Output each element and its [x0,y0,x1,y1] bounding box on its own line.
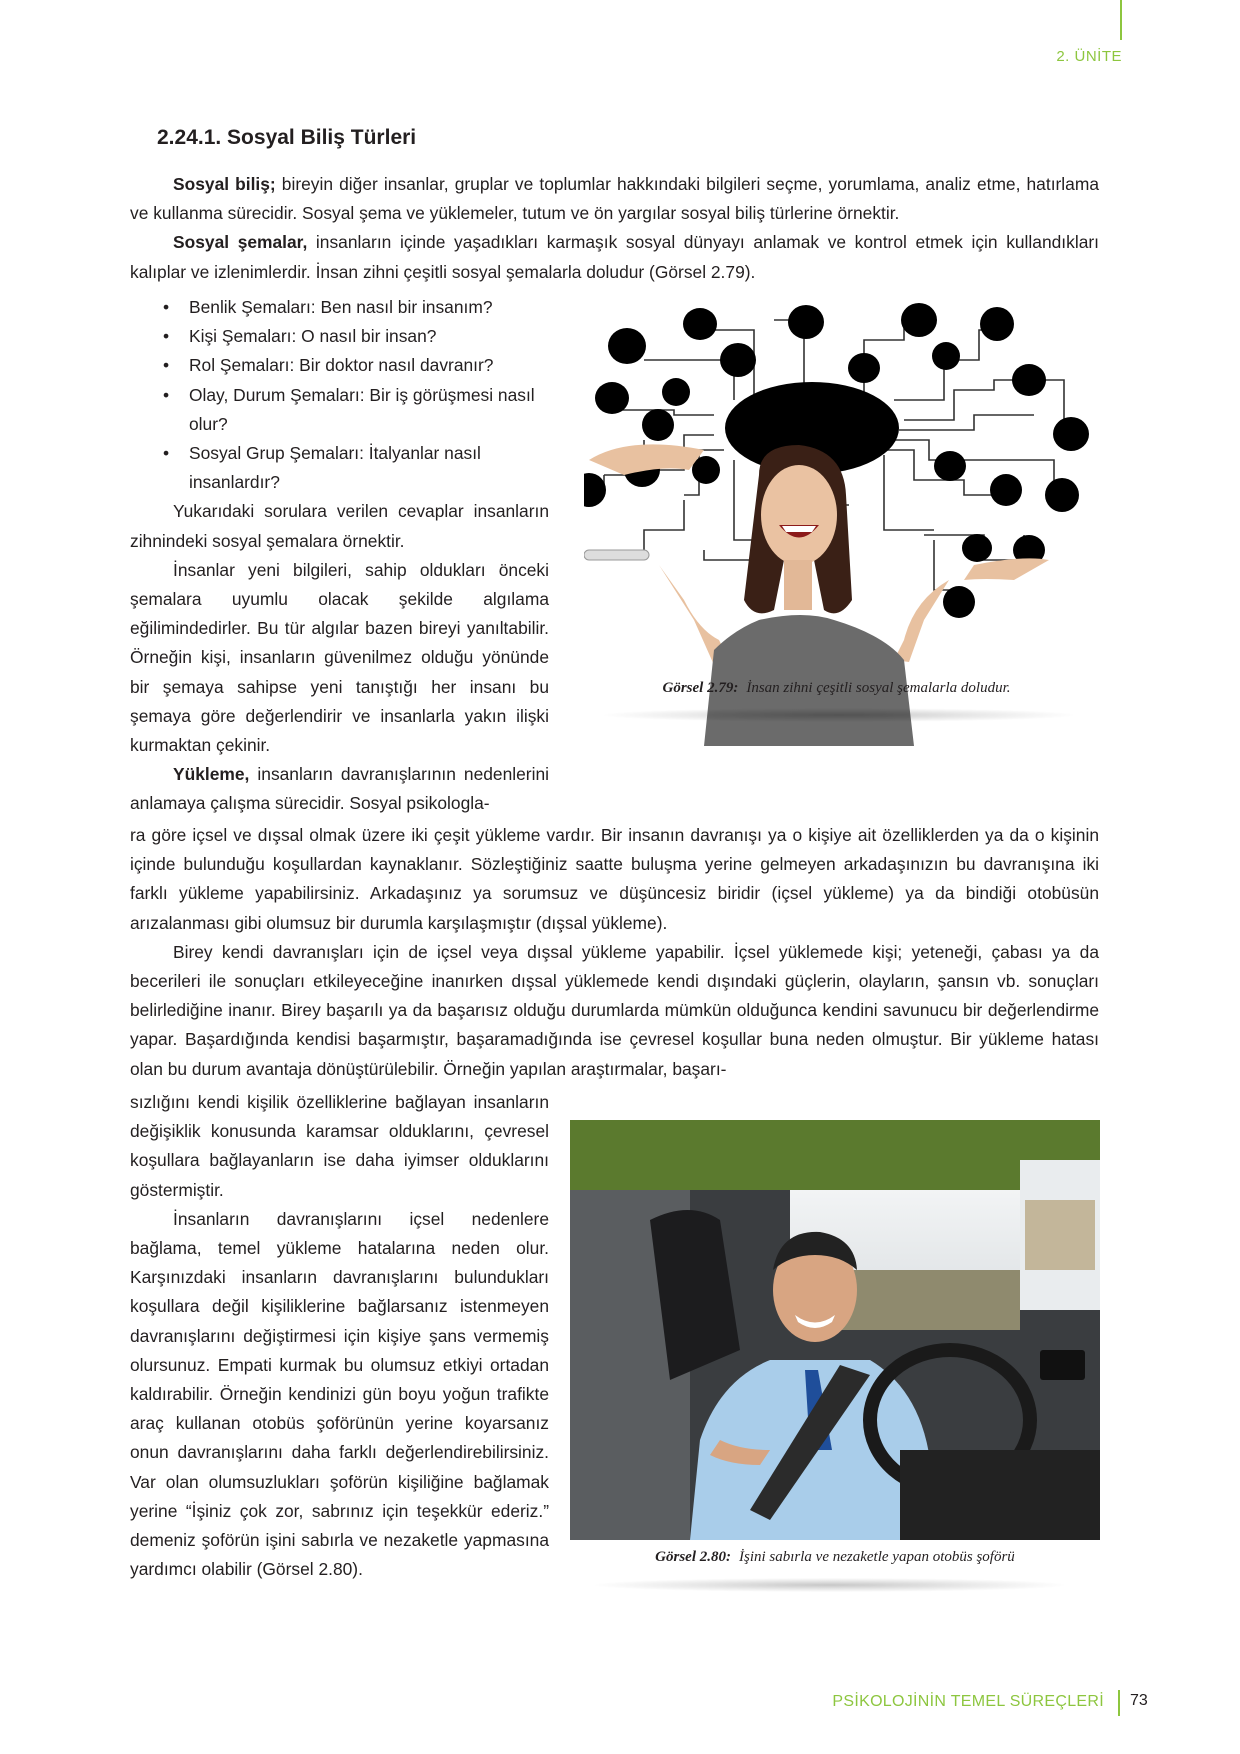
bus-driver-photo [570,1120,1100,1540]
list-item: • Benlik Şemaları: Ben nasıl bir insanım? [130,293,549,322]
intro-paragraphs [130,170,1099,287]
paragraph-perception: İnsanlar yeni bilgileri, sahip oldukları önceki şemalara uyumlu olacak şekilde algılama eğilimindedirler. Bu tür algılar bazen bireyi yanıltabilir. Örneğin kişi, insanların güvenilmez olduğu yönünde bir şemaya sahipse yeni tanıştığı her insanı bu şemaya göre değerlendirir ve insanlarla yakın ilişki kurmaktan çekinir. [130,559,549,756]
caption-shadow [604,708,1074,722]
figure-label: Görsel 2.80: [655,1549,731,1565]
paragraph-answers: Yukarıdaki sorulara verilen cevaplar insanların zihnindeki sosyal şemalara örnektir. [130,501,549,551]
schema-list [130,293,549,497]
unit-label: 2. ÜNİTE [1056,48,1122,65]
list-item: • Olay, Durum Şemaları: Bir iş görüşmesi nasıl olur? [130,381,549,439]
paragraph-social-cognition [130,170,1099,228]
left-column-bottom [130,1088,549,1584]
paragraph-attribution-start [130,760,549,818]
figure-schema-image [584,300,1089,746]
figure-caption [570,1549,1100,1566]
attribution-paragraphs [130,821,1099,1084]
paragraph-attribution-cont: ra göre içsel ve dışsal olmak üzere iki çeşit yükleme vardır. Bir insanın davranışı ya o kişiye ait özelliklerden ya da o kişinin içinde bulunduğu koşullardan kaynaklanır. Sözleştiğiniz saatte buluşma yerine gelmeyen arkadaşınızın bu davranışına iki farklı yükleme yapabilirsiniz. Arkadaşınız ya sorumsuz ve düşüncesiz biridir (içsel yükleme) ya da bindiği otobüsün arızalanması gibi olumsuz bir durumla karşılaşmıştır (dışsal yükleme). [130,825,1099,933]
paragraph-empathy: İnsanların davranışlarını içsel nedenlere bağlama, temel yükleme hatalarına neden olur. Karşınızdaki insanların davranışlarını bulundukları koşullara değil kişiliklerine bağlarsanız istenmeyen davranışlarını değiştirmesi için kişiye şans vermemiş olursunuz. Empati kurmak bu olumsuz etkiyi ortadan kaldırabilir. Örneğin kendinizi gün boyu yoğun trafikte araç kullanan otobüs şoförünün yerine koyarsanız onun davranışlarını daha farklı değerlendirebilirsiniz. Var olan olumsuzlukları şoförün kişiliğine bağlamak yerine “İşiniz çok zor, sabrınız için teşekkür ederiz.” demeniz şoförün işini sabırla ve nezaketle yapmasına yardımcı olabilir (Görsel 2.80). [130,1208,549,1580]
section-title: 2.24.1. Sosyal Biliş Türleri [157,126,417,149]
figure-bus-driver [570,1120,1100,1600]
list-item: • Kişi Şemaları: O nasıl bir insan? [130,322,549,351]
caption-text: İnsan zihni çeşitli sosyal şemalarla doludur. [746,680,1011,696]
figure-caption [584,680,1089,697]
header-divider [1120,0,1122,40]
paragraph-text: bireyin diğer insanlar, gruplar ve toplumlar hakkındaki bilgileri seçme, yorumlama, analiz etme, hatırlama ve kullanma sürecidir. Sosyal şema ve yüklemeler, tutum ve ön yargılar sosyal biliş türlerine örnektir. [130,174,1100,224]
footer-divider [1118,1690,1120,1716]
term-social-schemas: Sosyal şemalar, [173,232,308,253]
caption-text: İşini sabırla ve nezaketle yapan otobüs şoförü [739,1549,1015,1565]
paragraph-text: insanların davranışlarının nedenlerini anlamaya çalışma sürecidir. Sosyal psikologla- [130,764,549,814]
list-item: • Rol Şemaları: Bir doktor nasıl davranır? [130,351,549,380]
paragraph-social-schemas [130,228,1099,286]
caption-shadow [595,1578,1065,1592]
figure-label: Görsel 2.79: [662,680,739,696]
term-attribution: Yükleme, [173,764,250,785]
term-social-cognition: Sosyal biliş; [173,174,276,194]
page-number: 73 [1130,1692,1148,1709]
left-column-top [130,293,549,819]
paragraph-research-results: sızlığını kendi kişilik özelliklerine bağlayan insanların değişiklik konusunda karamsar olduklarını, çevresel koşullara bağlayanların ise daha iyimser olduklarını göstermiştir. [130,1092,549,1200]
footer-title: PSİKOLOJİNİN TEMEL SÜREÇLERİ [832,1693,1104,1710]
paragraph-self-attribution: Birey kendi davranışları için de içsel veya dışsal yükleme yapabilir. İçsel yüklemede kişi; yeteneği, çabası ya da becerileri ile sonuçları etkileyeceğine inanırken dışsal yüklemede kendi dışındaki güçlerin, olayların, şansın vb. sonuçları belirlediğine inanır. Birey başarılı ya da başarısız olduğu durumlarda mümkün olduğunca kendini savunucu bir değerlendirme yapar. Başardığında kendisi başarmıştır, başaramadığında ise çevresel koşullar buna neden olmuştur. Bir yükleme hatası olan bu durum avantaja dönüştürülebilir. Örneğin yapılan araştırmalar, başarı- [130,941,1099,1079]
list-item: • Sosyal Grup Şemaları: İtalyanlar nasıl insanlardır? [130,439,549,497]
paragraph-text: insanların içinde yaşadıkları karmaşık sosyal dünyayı anlamak ve kontrol etmek için kullandıkları kalıplar ve izlenimlerdir. İnsan zihni çeşitli sosyal şemalarla doludur (Görsel 2.79). [130,232,1099,282]
girl-figure [584,444,1049,746]
